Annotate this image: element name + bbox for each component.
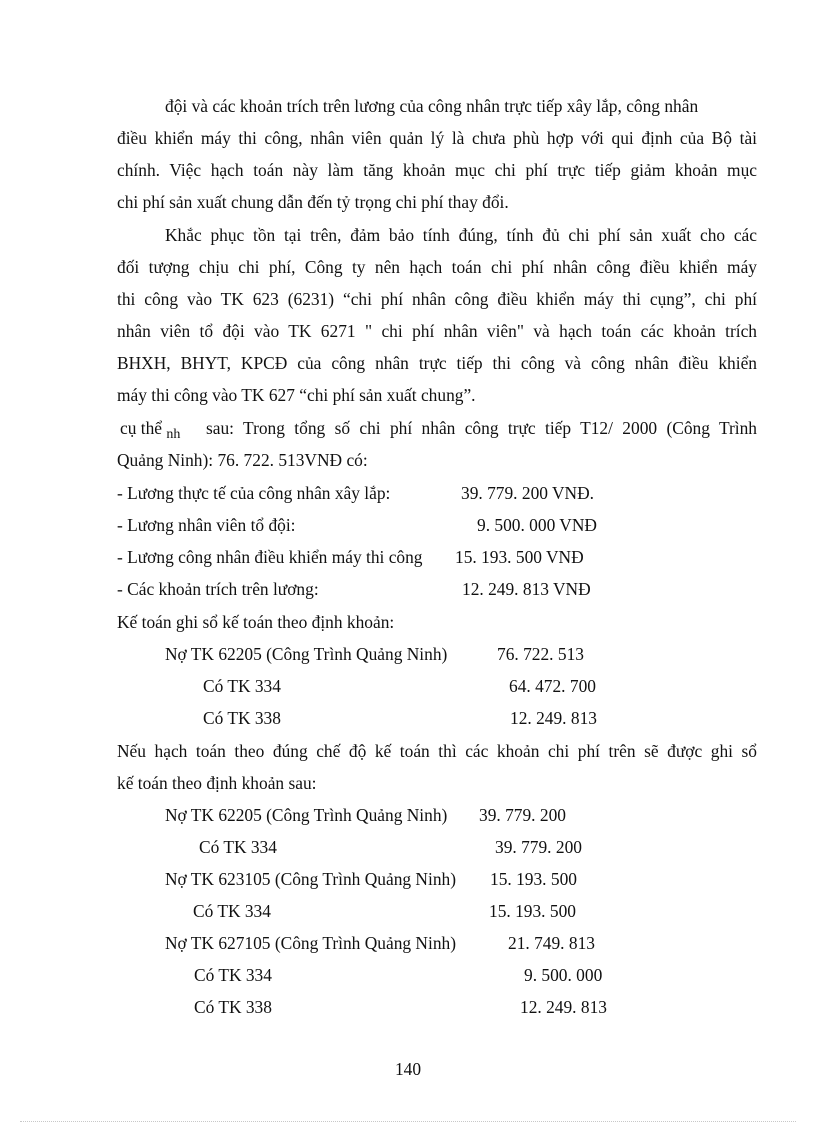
breakdown-label-1: - Lương thực tế của công nhân xây lắp: [117, 483, 391, 503]
entry-1-amount-2: 64. 472. 700 [509, 676, 596, 696]
entry-2-amount-7: 12. 249. 813 [520, 997, 607, 1017]
paragraph-1-line-2: điều khiển máy thi công, nhân viên quản lý là chưa phù hợp với qui định của Bộ tài [117, 128, 757, 148]
entry-2-account-1: Nợ TK 62205 (Công Trình Quảng Ninh) [165, 805, 448, 825]
entry-1-account-2: Có TK 334 [203, 676, 281, 696]
entry-2-account-6: Có TK 334 [194, 965, 272, 985]
entry-1-heading: Kế toán ghi sổ kế toán theo định khoản: [117, 612, 395, 632]
entry-2-amount-4: 15. 193. 500 [489, 901, 576, 921]
entry-2-amount-3: 15. 193. 500 [490, 869, 577, 889]
example-line-1 [120, 417, 180, 442]
breakdown-label-2: - Lương nhân viên tổ đội: [117, 515, 296, 535]
entry-2-account-3: Nợ TK 623105 (Công Trình Quảng Ninh) [165, 869, 457, 889]
paragraph-1-line-3: chính. Việc hạch toán này làm tăng khoản mục chi phí trực tiếp giảm khoản mục [117, 160, 757, 180]
paragraph-2-line-6: máy thi công vào TK 627 “chi phí sản xuất chung”. [117, 385, 476, 405]
paragraph-2-line-2: đối tượng chịu chi phí, Công ty nên hạch toán chi phí nhân công điều khiển máy [117, 257, 757, 277]
paragraph-1-line-1: đội và các khoản trích trên lương của công nhân trực tiếp xây lắp, công nhân [165, 96, 699, 116]
example-rest: sau: Trong tổng số chi phí nhân công trực tiếp T12/ 2000 (Công Trình [206, 418, 757, 438]
example-line-2: Quảng Ninh): 76. 722. 513VNĐ có: [117, 450, 368, 470]
breakdown-amount-3: 15. 193. 500 VNĐ [455, 547, 584, 567]
breakdown-amount-1: 39. 779. 200 VNĐ. [461, 483, 595, 503]
entry-1-amount-1: 76. 722. 513 [497, 644, 584, 664]
page-number: 140 [394, 1059, 422, 1079]
breakdown-amount-4: 12. 249. 813 VNĐ [462, 579, 591, 599]
entry-2-amount-5: 21. 749. 813 [508, 933, 595, 953]
footer-divider [20, 1121, 796, 1122]
example-prefix: cụ thể [120, 418, 163, 438]
breakdown-amount-2: 9. 500. 000 VNĐ [477, 515, 597, 535]
entry-2-account-7: Có TK 338 [194, 997, 272, 1017]
entry-1-account-3: Có TK 338 [203, 708, 281, 728]
entry-2-amount-1: 39. 779. 200 [479, 805, 566, 825]
paragraph-2-line-1: Khắc phục tồn tại trên, đảm bảo tính đúng, tính đủ chi phí sản xuất cho các [165, 225, 757, 245]
entry-1-amount-3: 12. 249. 813 [510, 708, 597, 728]
paragraph-2-line-5: BHXH, BHYT, KPCĐ của công nhân trực tiếp thi công và công nhân điều khiển [117, 353, 757, 373]
paragraph-1-line-4: chi phí sản xuất chung dẫn đến tỷ trọng chi phí thay đổi. [117, 192, 509, 212]
paragraph-2-line-3: thi công vào TK 623 (6231) “chi phí nhân công điều khiển máy thi cụng”, chi phí [117, 289, 757, 309]
breakdown-label-3: - Lương công nhân điều khiển máy thi công [117, 547, 423, 567]
entry-2-account-4: Có TK 334 [193, 901, 271, 921]
entry-2-account-5: Nợ TK 627105 (Công Trình Quảng Ninh) [165, 933, 457, 953]
entry-1-account-1: Nợ TK 62205 (Công Trình Quảng Ninh) [165, 644, 448, 664]
entry-2-account-2: Có TK 334 [199, 837, 277, 857]
entry-2-heading-line-2: kế toán theo định khoản sau: [117, 773, 317, 793]
entry-2-heading-line-1: Nếu hạch toán theo đúng chế độ kế toán thì các khoản chi phí trên sẽ được ghi sổ [117, 741, 757, 761]
breakdown-label-4: - Các khoản trích trên lương: [117, 579, 319, 599]
entry-2-amount-6: 9. 500. 000 [524, 965, 603, 985]
entry-2-amount-2: 39. 779. 200 [495, 837, 582, 857]
example-sub: nh [166, 427, 181, 442]
paragraph-2-line-4: nhân viên tổ đội vào TK 6271 " chi phí nhân viên" và hạch toán các khoản trích [117, 321, 757, 341]
